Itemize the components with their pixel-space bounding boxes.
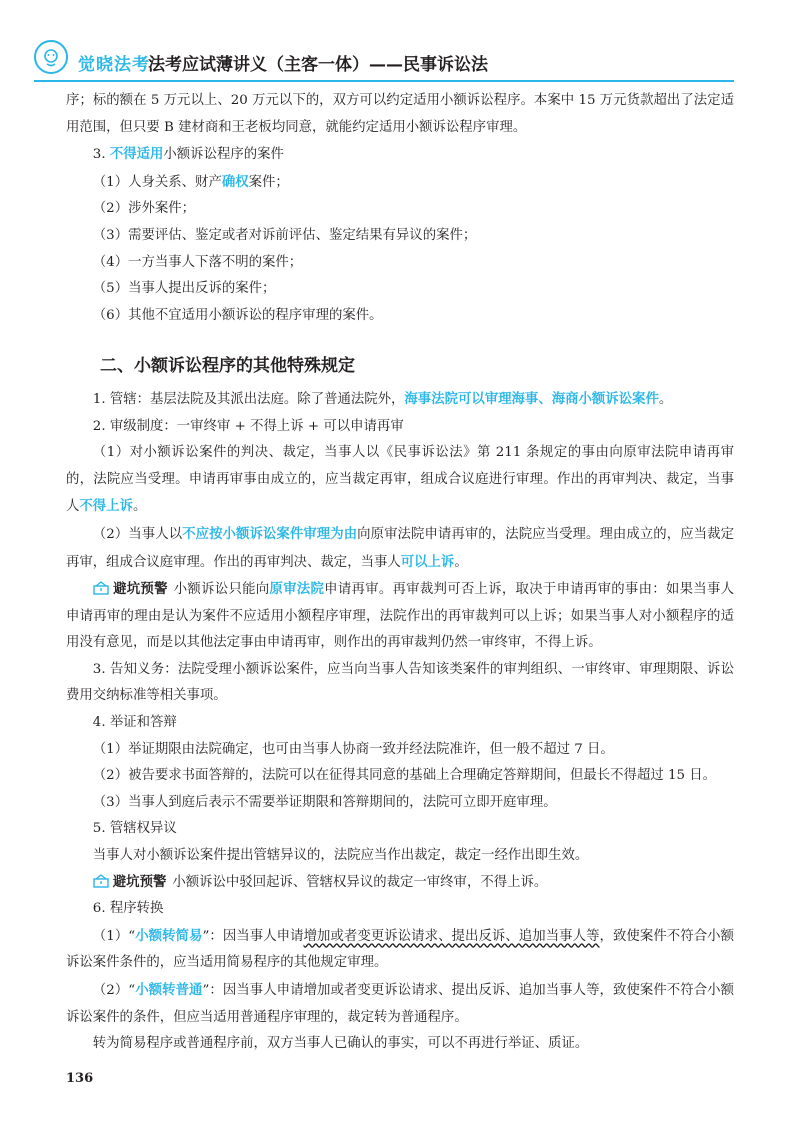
warning-icon xyxy=(93,581,109,595)
item-2: 2. 审级制度：一审终审 + 不得上诉 + 可以申请再审 xyxy=(92,418,404,434)
item-5-text: 当事人对小额诉讼案件提出管辖异议的，法院应当作出裁定，裁定一经作出即生效。 xyxy=(92,848,589,864)
item-4-1: （1）举证期限由法院确定，也可由当事人协商一致并经法院准许，但一般不超过 7 日。 xyxy=(92,741,614,757)
page-header xyxy=(0,0,800,78)
warning-note-2: 避坑预警 小额诉讼中驳回起诉、管辖权异议的裁定一审终审，不得上诉。 xyxy=(66,870,734,897)
item-4: 4. 举证和答辩 xyxy=(92,715,177,731)
item-3-6: （6）其他不宜适用小额诉讼的程序审理的案件。 xyxy=(92,307,383,323)
item-6: 6. 程序转换 xyxy=(92,901,164,917)
page-content xyxy=(66,88,734,1058)
item-3-2: （2）涉外案件； xyxy=(92,201,196,217)
item-4-2: （2）被告要求书面答辩的，法院可以在征得其同意的基础上合理确定答辩期间，但最长不得超过 15 日。 xyxy=(92,768,717,784)
page-number: 136 xyxy=(66,1071,94,1086)
brand-logo-icon xyxy=(34,40,68,74)
item-6-1: （1）“小额转简易”：因当事人申请增加或者变更诉讼请求、提出反诉、追加当事人等，致使案件不符合小额诉讼案件条件的，应当适用简易程序的其他规定审理。 xyxy=(66,927,734,971)
item-4-3: （3）当事人到庭后表示不需要举证期限和答辩期间的，法院可立即开庭审理。 xyxy=(92,794,557,810)
item-3-4: （4）一方当事人下落不明的案件； xyxy=(92,254,303,270)
item-2-2: （2）当事人以不应按小额诉讼案件审理为由向原审法院申请再审的，法院应当受理。理由成立的，应当裁定再审，组成合议庭审理。作出的再审判决、裁定，当事人可以上诉。 xyxy=(66,525,734,570)
warning-icon xyxy=(93,874,109,888)
warning-note-1: 避坑预警 小额诉讼只能向原审法院申请再审。再审裁判可否上诉，取决于申请再审的事由：如果当事人申请再审的理由是认为案件不应适用小额程序审理，法院作出的再审裁判可以上诉；如果当事人对小额程序的适用没有意见，而是以其他法定事由申请再审，则作出的再审裁判仍然一审终审，不得上诉。 xyxy=(66,581,735,651)
section-heading: 二、小额诉讼程序的其他特殊规定 xyxy=(100,356,355,377)
header-divider xyxy=(34,80,734,82)
item-3-1: （1）人身关系、财产确权案件； xyxy=(92,173,289,190)
paragraph-continuation: 序；标的额在 5 万元以上、20 万元以下的，双方可以约定适用小额诉讼程序。本案中 15 万元货款超出了法定适用范围，但只要 B 建材商和王老板均同意，就能约定适用小额诉讼程序审理。 xyxy=(66,93,734,135)
header-title: 法考应试薄讲义（主客一体）——民事诉讼法 xyxy=(148,55,488,75)
item-3-title: 3. 不得适用小额诉讼程序的案件 xyxy=(92,146,284,163)
item-5: 5. 管辖权异议 xyxy=(92,821,177,837)
item-6-3: 转为简易程序或普通程序前，双方当事人已确认的事实，可以不再进行举证、质证。 xyxy=(92,1036,589,1052)
item-3-3: （3）需要评估、鉴定或者对诉前评估、鉴定结果有异议的案件； xyxy=(92,227,477,243)
item-6-2: （2）“小额转普通”：因当事人申请增加或者变更诉讼请求、提出反诉、追加当事人等，致使案件不符合小额诉讼案件的条件，但应当适用普通程序审理的，裁定转为普通程序。 xyxy=(66,982,735,1025)
item-3-5: （5）当事人提出反诉的案件； xyxy=(92,281,276,297)
item-3-notice: 3. 告知义务：法院受理小额诉讼案件，应当向当事人告知该类案件的审判组织、一审终审、审理期限、诉讼费用交纳标准等相关事项。 xyxy=(66,661,734,704)
item-1: 1. 管辖：基层法院及其派出法庭。除了普通法院外，海事法院可以审理海事、海商小额诉讼案件。 xyxy=(92,390,673,407)
brand-name: 觉晓法考 xyxy=(78,55,150,75)
item-2-1: （1）对小额诉讼案件的判决、裁定，当事人以《民事诉讼法》第 211 条规定的事由向原审法院申请再审的，法院应当受理。申请再审事由成立的，应当裁定再审，组成合议庭进行审理。作出的再审判决、裁定，当事人不得上诉。 xyxy=(66,445,734,515)
